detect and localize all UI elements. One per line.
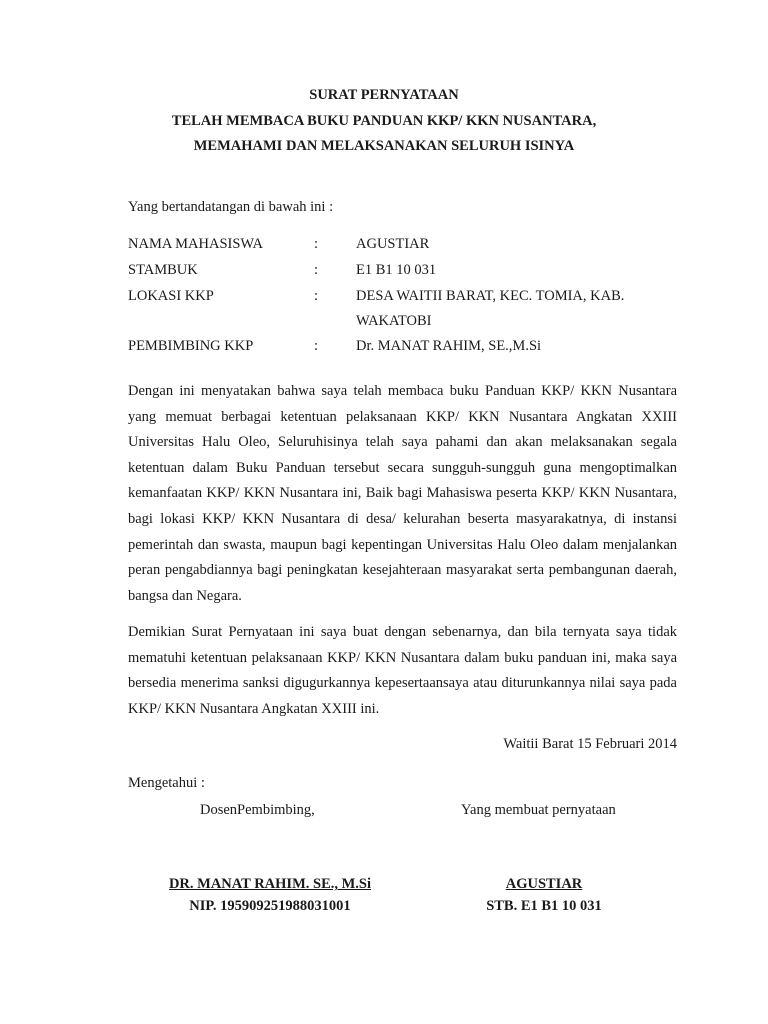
field-colon: :: [314, 236, 319, 252]
field-label: NAMA MAHASISWA: [128, 236, 263, 252]
field-label: LOKASI KKP: [128, 288, 214, 304]
declarant-stb: STB. E1 B1 10 031: [486, 898, 602, 914]
field-colon: :: [314, 338, 319, 354]
supervisor-signature-label: DosenPembimbing,: [200, 802, 315, 818]
field-value: Dr. MANAT RAHIM, SE.,M.Si: [356, 338, 542, 354]
field-value: DESA WAITII BARAT, KEC. TOMIA, KAB.: [356, 288, 625, 304]
supervisor-nip: NIP. 195909251988031001: [189, 898, 351, 914]
field-colon: :: [314, 262, 319, 278]
place-date: Waitii Barat 15 Februari 2014: [503, 736, 677, 752]
field-label: PEMBIMBING KKP: [128, 338, 254, 354]
document-subtitle-2: MEMAHAMI DAN MELAKSANAKAN SELURUH ISINYA: [193, 138, 575, 154]
field-value-continued: WAKATOBI: [356, 313, 432, 329]
closing-paragraph: Demikian Surat Pernyataan ini saya buat dengan sebenarnya, dan bila ternyata saya tidak mematuhi ketentuan pelaksanaan KKP/ KKN Nusantara dalam buku panduan ini, maka saya bersedia menerima sanksi digugurkannya kepesertaansaya atau diturunkannya nilai saya pada KKP/ KKN Nusantara Angkatan XXIII ini.: [128, 624, 677, 717]
supervisor-name: DR. MANAT RAHIM. SE., M.Si: [168, 876, 372, 892]
declarant-name: AGUSTIAR: [505, 876, 583, 892]
declarant-signature-label: Yang membuat pernyataan: [461, 802, 616, 818]
field-label: STAMBUK: [128, 262, 198, 278]
acknowledge-label: Mengetahui :: [128, 775, 205, 791]
field-value: AGUSTIAR: [356, 236, 430, 252]
intro-text: Yang bertandatangan di bawah ini :: [128, 199, 334, 215]
document-title: SURAT PERNYATAAN: [309, 87, 459, 103]
field-value: E1 B1 10 031: [356, 262, 437, 278]
document-subtitle-1: TELAH MEMBACA BUKU PANDUAN KKP/ KKN NUSANTARA,: [171, 113, 597, 129]
statement-paragraph: Dengan ini menyatakan bahwa saya telah membaca buku Panduan KKP/ KKN Nusantara yang memuat berbagai ketentuan pelaksanaan KKP/ KKN Nusantara Angkatan XXIII Universitas Halu Oleo, Seluruhisinya telah saya pahami dan akan melaksanakan segala ketentuan dalam Buku Panduan tersebut secara sungguh-sungguh guna mengoptimalkan kemanfaatan KKP/ KKN Nusantara ini, Baik bagi Mahasiswa peserta KKP/ KKN Nusantara, bagi lokasi KKP/ KKN Nusantara di desa/ kelurahan beserta masyarakatnya, di instansi pemerintah dan swasta, maupun bagi kepentingan Universitas Halu Oleo dalam menjalankan peran pengabdiannya bagi peningkatan kesejahteraan masyarakat serta pembangunan daerah, bangsa dan Negara.: [128, 383, 677, 604]
field-colon: :: [314, 288, 319, 304]
